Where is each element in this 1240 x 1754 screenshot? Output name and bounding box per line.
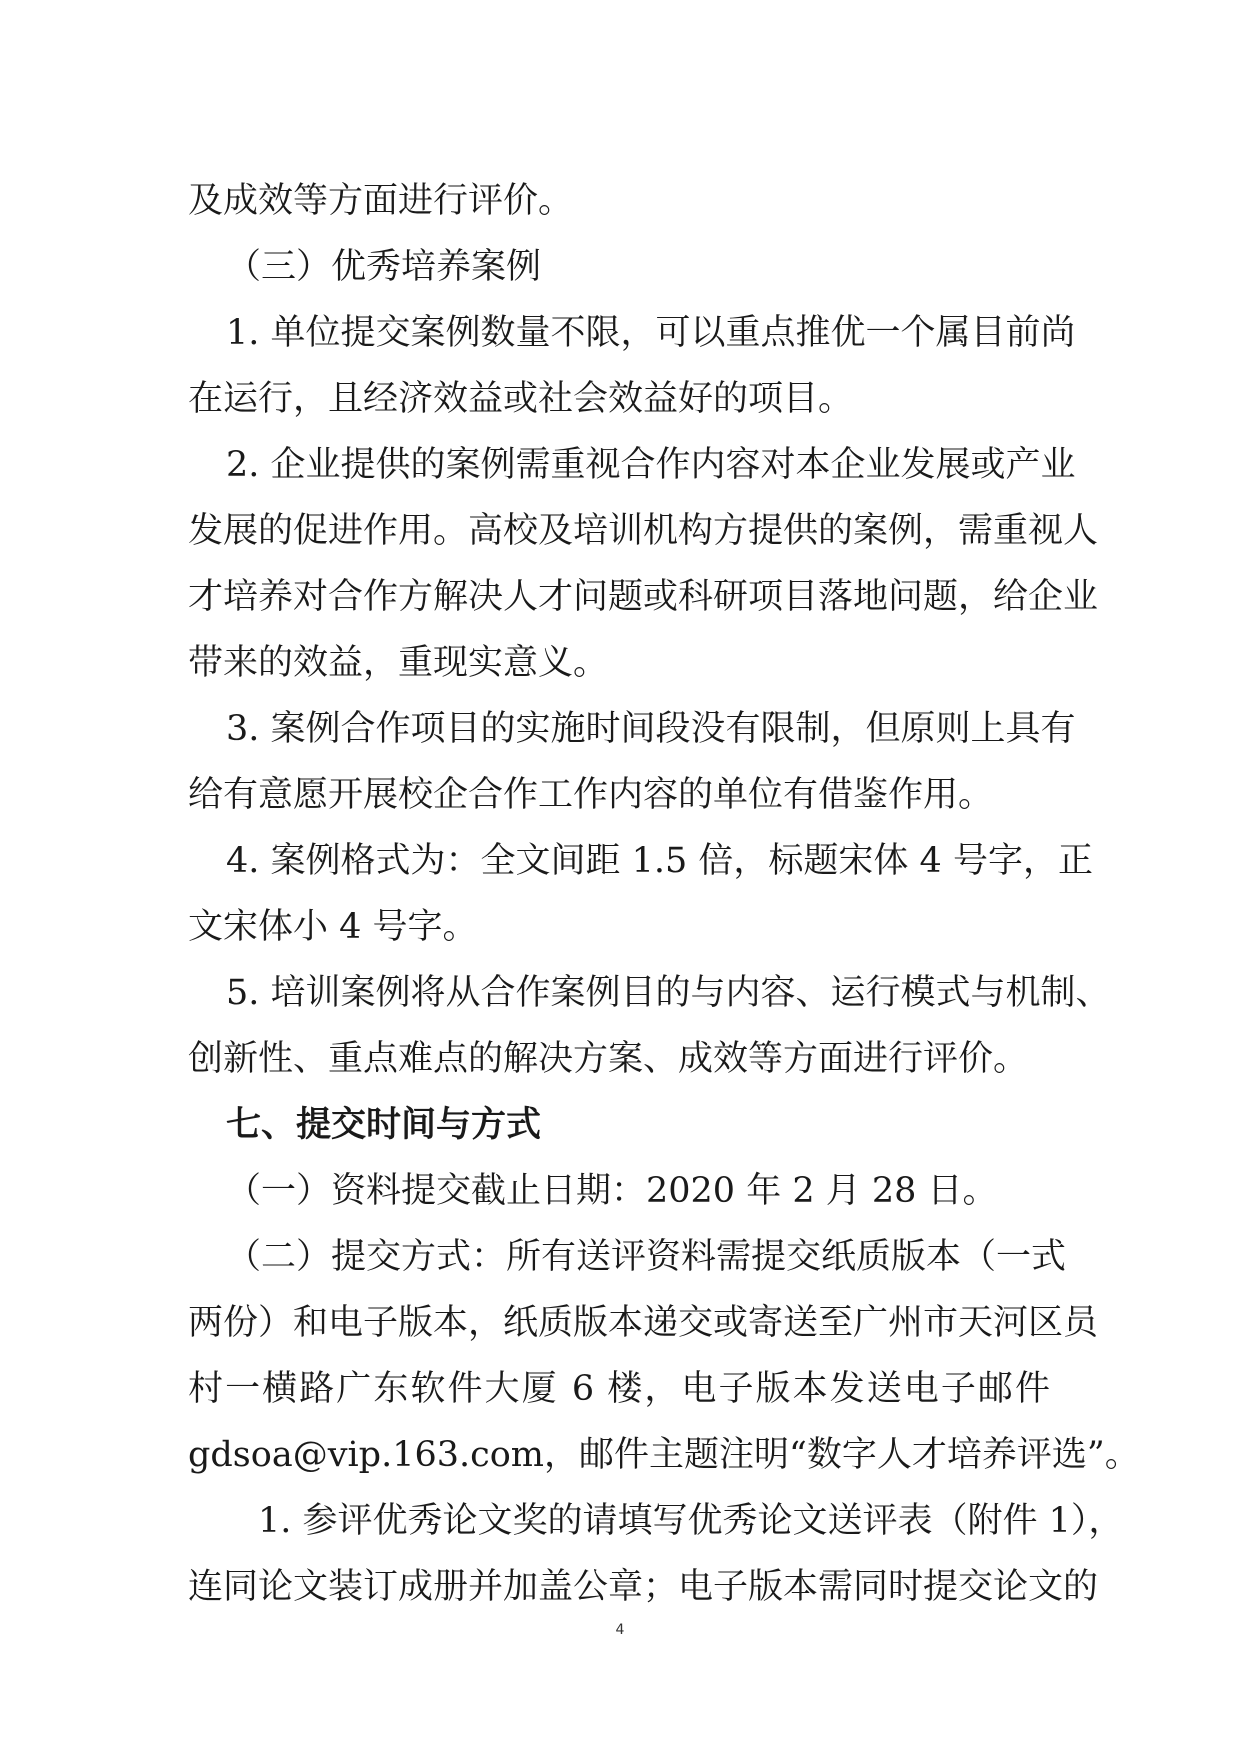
text-line: 4. 案例格式为：全文间距 1.5 倍，标题宋体 4 号字，正 xyxy=(226,841,1093,881)
text-line: 连同论文装订成册并加盖公章；电子版本需同时提交论文的 xyxy=(188,1567,1099,1607)
section-subheading: （三）优秀培养案例 xyxy=(226,247,542,287)
text-line: 2. 企业提供的案例需重视合作内容对本企业发展或产业 xyxy=(226,445,1076,485)
text-line: 文宋体小 4 号字。 xyxy=(188,907,478,947)
document-body xyxy=(188,168,1140,1620)
text-line: 及成效等方面进行评价。 xyxy=(188,181,574,221)
text-line: 带来的效益，重现实意义。 xyxy=(188,643,609,683)
text-line: （二）提交方式：所有送评资料需提交纸质版本（一式 xyxy=(226,1237,1067,1277)
email-line: gdsoa@vip.163.com，邮件主题注明“数字人才培养评选”。 xyxy=(188,1435,1140,1475)
text-line: 两份）和电子版本，纸质版本递交或寄送至广州市天河区员 xyxy=(188,1303,1099,1343)
text-line: 3. 案例合作项目的实施时间段没有限制，但原则上具有 xyxy=(226,709,1076,749)
text-line: 5. 培训案例将从合作案例目的与内容、运行模式与机制、 xyxy=(226,973,1111,1013)
page-number: 4 xyxy=(615,1622,625,1638)
text-line: 1. 单位提交案例数量不限，可以重点推优一个属目前尚 xyxy=(226,313,1076,353)
text-line: 发展的促进作用。高校及培训机构方提供的案例，需重视人 xyxy=(188,511,1099,551)
text-line: 1. 参评优秀论文奖的请填写优秀论文送评表（附件 1）， xyxy=(258,1501,1124,1541)
text-line: 村一横路广东软件大厦 6 楼，电子版本发送电子邮件 xyxy=(188,1369,1050,1409)
text-line: 才培养对合作方解决人才问题或科研项目落地问题，给企业 xyxy=(188,577,1099,617)
text-line: （一）资料提交截止日期：2020 年 2 月 28 日。 xyxy=(226,1171,998,1211)
text-line: 给有意愿开展校企合作工作内容的单位有借鉴作用。 xyxy=(188,775,994,815)
text-line: 创新性、重点难点的解决方案、成效等方面进行评价。 xyxy=(188,1039,1029,1079)
section-heading: 七、提交时间与方式 xyxy=(226,1105,542,1145)
text-line: 在运行，且经济效益或社会效益好的项目。 xyxy=(188,379,854,419)
